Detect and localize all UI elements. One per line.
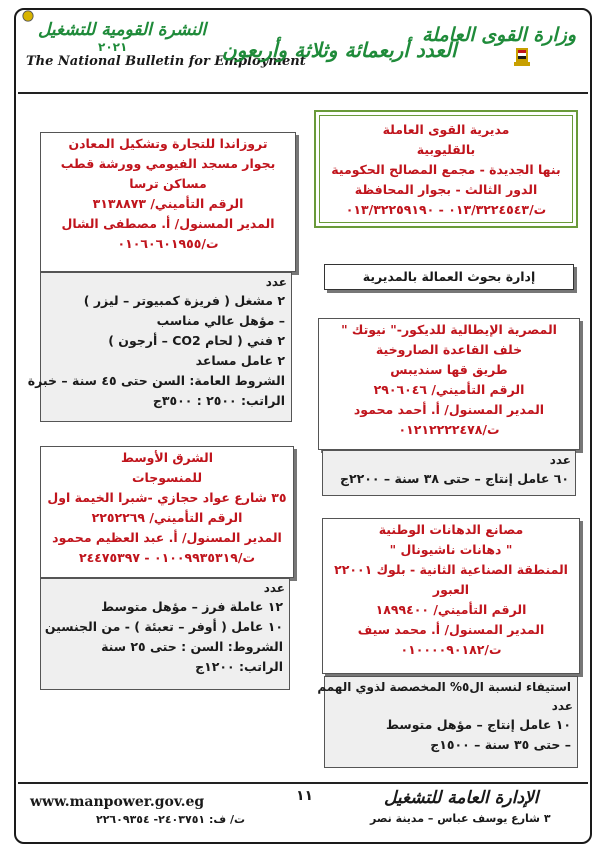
page-number: ١١ — [296, 788, 314, 804]
ministry-name: وزارة القوى العاملة — [422, 24, 577, 46]
section-title: إدارة بحوث العمالة بالمديرية — [362, 269, 536, 284]
company-address-2: طريق قها سنديبس — [390, 362, 508, 377]
company-address-2: العبور — [432, 582, 470, 597]
manager: المدير المسنول/ أ. محمد سيف — [357, 622, 545, 637]
directorate-floor: الدور الثالث - بجوار المحافظة — [354, 182, 538, 197]
company-address: خلف القاعدة الصاروخية — [375, 342, 523, 357]
disability-quota-note: استيفاء لنسبة ال٥% المخصصة لذوي الهمم — [317, 680, 571, 694]
bulletin-year: ٢٠٢١ — [98, 40, 128, 54]
bulletin-title-ar: النشرة القومية للتشغيل — [38, 20, 207, 40]
section-title-box — [324, 264, 574, 290]
jobs-box-paints — [317, 676, 578, 768]
job-row: ١٢ عاملة فرز – مؤهل متوسط — [101, 599, 283, 614]
phone: ت/٠١٠٠٩٩٣٥٣١٩ - ٢٤٤٧٥٣٩٧ — [78, 550, 256, 565]
manager: المدير المسنول/ أ. أحمد محمود — [353, 402, 545, 417]
job-row: – حتى ٣٥ سنة – ١٥٠٠ج — [430, 737, 571, 752]
website-link[interactable]: www.manpower.gov.eg — [30, 794, 205, 810]
directorate-box — [314, 110, 578, 228]
job-row: ١٠ عامل إنتاج – مؤهل متوسط — [386, 717, 571, 732]
company-address-2: مساكن ترسا — [129, 176, 207, 191]
company-name: تروزاندا للتجارة وتشكيل المعادن — [68, 136, 268, 151]
jobs-box-sharq — [40, 578, 290, 690]
insurance-number: الرقم التأميني/ ١٨٩٩٤٠٠ — [375, 602, 527, 617]
jobs-box-italian — [322, 450, 576, 496]
count-label: عدد — [265, 275, 287, 289]
phone: ت/٠١٢١٢٢٢٢٤٧٨ — [398, 422, 500, 437]
insurance-number: الرقم التأميني/ ٢٩٠٦٠٤٦ — [373, 382, 525, 397]
jobs-box-troznda — [27, 272, 292, 422]
bulletin-title-en: The National Bulletin for Employment — [26, 54, 306, 69]
conditions: الشروط: السن : حتى ٢٥ سنة — [101, 639, 283, 654]
company-address: ٣٥ شارع عواد حجازي -شبرا الخيمة اول — [47, 490, 287, 505]
insurance-number: الرقم التأميني/ ٢٢٥٢٢٦٩ — [91, 510, 243, 525]
job-row: ١٠ عامل ( أوفر – تعبئة ) - من الجنسين — [44, 619, 283, 634]
manager: المدير المسنول/ أ. عبد العظيم محمود — [52, 530, 282, 545]
issue-title: العدد أربعمائة وثلاثة وأربعون — [222, 38, 457, 62]
company-card-sharq — [40, 446, 294, 578]
footer-admin-name: الإدارة العامة للتشغيل — [384, 788, 539, 808]
phone: ت/٠١٠٦٠٦٠١٩٥٥ — [117, 236, 219, 251]
eagle-emblem-icon — [512, 46, 532, 68]
company-name: الشرق الأوسط — [120, 450, 214, 465]
job-row: ٦٠ عامل إنتاج – حتى ٣٨ سنة – ٢٢٠٠ج — [339, 471, 569, 486]
company-card-troznda — [40, 132, 296, 272]
job-row: – مؤهل عالي مناسب — [156, 313, 285, 328]
footer-divider — [18, 782, 588, 784]
phone: ت/٠١٠٠٠٠٩٠١٨٢ — [400, 642, 502, 657]
manager: المدير المسنول/ أ. مصطفى الشال — [61, 216, 275, 231]
company-brand: " دهانات ناشيونال " — [389, 542, 513, 557]
directorate-governorate: بالقليوبية — [416, 142, 476, 157]
conditions: الشروط العامة: السن حتى ٤٥ سنة – خبرة — [27, 373, 285, 388]
company-name: المصرية الإيطالية للديكور-" نيوتك " — [341, 322, 557, 337]
company-card-paints — [322, 518, 580, 674]
footer-phones: ت/ ف: ٢٤٠٣٧٥١- ٢٢٦٠٩٣٥٤ — [96, 813, 246, 826]
salary: الراتب: ٢٥٠٠ : ٣٥٠٠ج — [152, 393, 285, 408]
count-label: عدد — [551, 699, 573, 713]
job-row: ٢ فني ( لحام CO2 – أرجون ) — [108, 333, 285, 348]
footer-address: ٣ شارع يوسف عباس – مدينة نصر — [370, 812, 551, 825]
count-label: عدد — [549, 453, 571, 467]
company-activity: للمنسوجات — [131, 470, 203, 485]
company-address: المنطقة الصناعية الثانية - بلوك ٢٢٠٠١ — [334, 562, 568, 577]
company-card-italian — [318, 318, 580, 450]
company-name: مصانع الدهانات الوطنية — [378, 522, 524, 537]
count-label: عدد — [263, 581, 285, 595]
insurance-number: الرقم التأميني/ ٣١٣٨٨٧٣ — [92, 196, 244, 211]
salary: الراتب: ١٢٠٠ج — [195, 659, 283, 674]
job-row: ٢ عامل مساعد — [195, 353, 285, 368]
header-divider — [18, 92, 588, 94]
directorate-phone: ت/٠١٣/٣٢٢٤٥٤٣ - ٠١٣/٣٢٢٥٩١٩٠ — [345, 202, 547, 217]
directorate-name: مديرية القوى العاملة — [382, 122, 510, 137]
job-row: ٢ مشغل ( فريزة كمبيوتر – ليزر ) — [83, 293, 285, 308]
directorate-address: بنها الجديدة - مجمع المصالح الحكومية — [331, 162, 561, 177]
company-address: بجوار مسجد الفيومي وورشة قطب — [60, 156, 276, 171]
ministry-logo-icon — [22, 10, 34, 22]
